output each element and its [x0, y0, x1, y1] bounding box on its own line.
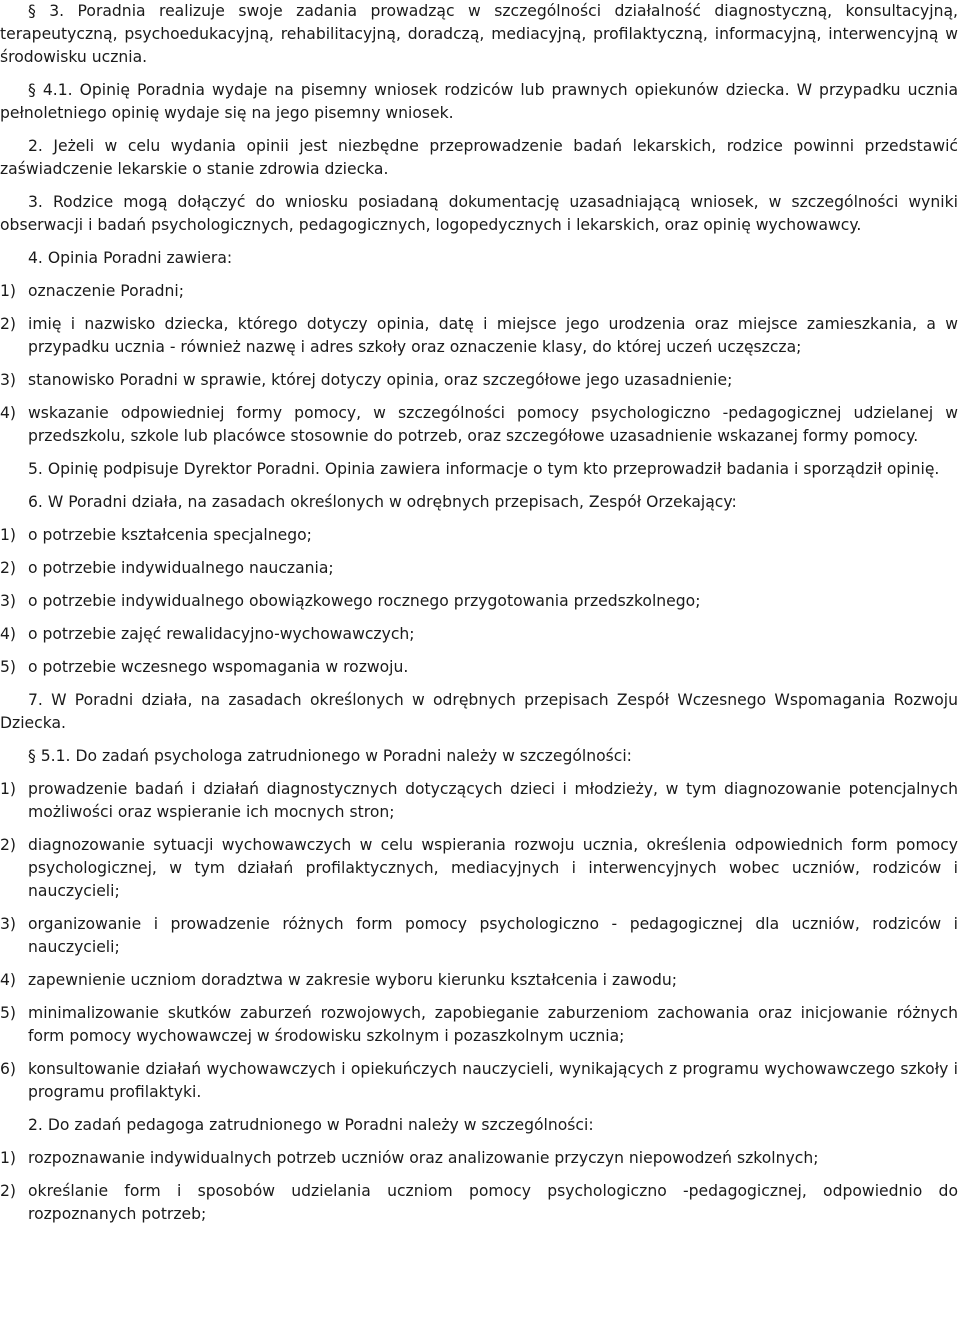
- paragraph-4-6: 6. W Poradni działa, na zasadach określonych w odrębnych przepisach, Zespół Orzekający:: [28, 493, 737, 511]
- list-item-text: o potrzebie wczesnego wspomagania w rozwoju.: [28, 658, 409, 676]
- list-item-number: 1): [0, 526, 17, 544]
- list-item: [0, 369, 958, 392]
- list-item-text: rozpoznawanie indywidualnych potrzeb uczniów oraz analizowanie przyczyn niepowodzeń szkolnych;: [28, 1149, 819, 1167]
- list-item-text: organizowanie i prowadzenie różnych form pomocy psychologiczno - pedagogicznej dla uczniów, rodziców i nauczycieli;: [28, 915, 958, 956]
- list-item-number: 3): [0, 915, 17, 933]
- list-psycholog-tasks: [0, 778, 958, 1104]
- list-pedagog-tasks: [0, 1147, 958, 1226]
- list-item-text: prowadzenie badań i działań diagnostycznych dotyczących dzieci i młodzieży, w tym diagnozowanie potencjalnych możliwości oraz wspieranie ich mocnych stron;: [28, 780, 958, 821]
- paragraph-4-1: § 4.1. Opinię Poradnia wydaje na pisemny wniosek rodziców lub prawnych opiekunów dziecka. W przypadku ucznia pełnoletniego opinię wydaje się na jego pisemny wniosek.: [0, 81, 958, 122]
- list-item-text: minimalizowanie skutków zaburzeń rozwojowych, zapobieganie zaburzeniom zachowania oraz inicjowanie różnych form pomocy wychowawczej w środowisku szkolnym i pozaszkolnym ucznia;: [28, 1004, 958, 1045]
- list-item-text: wskazanie odpowiedniej formy pomocy, w szczególności pomocy psychologiczno -pedagogicznej udzielanej w przedszkolu, szkole lub placówce stosownie do potrzeb, oraz szczegółowe uzasadnienie wskazanej formy pomocy.: [28, 404, 958, 445]
- list-item-number: 6): [0, 1060, 17, 1078]
- list-item-text: oznaczenie Poradni;: [28, 282, 185, 300]
- list-item-number: 2): [0, 559, 17, 577]
- list-item: [0, 778, 958, 824]
- list-item-text: imię i nazwisko dziecka, którego dotyczy opinia, datę i miejsce jego urodzenia oraz miejsce zamieszkania, a w przypadku ucznia - również nazwę i adres szkoły oraz oznaczenie klasy, do której uczeń uczęszcza;: [28, 315, 958, 356]
- list-item-text: diagnozowanie sytuacji wychowawczych w celu wspierania rozwoju ucznia, określenia odpowiednich form pomocy psychologicznej, w tym działań profilaktycznych, mediacyjnych i interwencyjnych wobec uczniów, rodziców i nauczycieli;: [28, 836, 958, 900]
- paragraph-4-3: 3. Rodzice mogą dołączyć do wniosku posiadaną dokumentację uzasadniającą wniosek, w szczególności wyniki obserwacji i badań psychologicznych, pedagogicznych, logopedycznych i lekarskich, oraz opinię wychowawcy.: [0, 193, 958, 234]
- list-item-number: 2): [0, 836, 17, 854]
- list-item-number: 4): [0, 404, 17, 422]
- list-item: [0, 913, 958, 959]
- paragraph-5-2: 2. Do zadań pedagoga zatrudnionego w Poradni należy w szczególności:: [28, 1116, 594, 1134]
- list-item-text: konsultowanie działań wychowawczych i opiekuńczych nauczycieli, wynikających z programu wychowawczego szkoły i programu profilaktyki.: [28, 1060, 958, 1101]
- list-item-text: zapewnienie uczniom doradztwa w zakresie wyboru kierunku kształcenia i zawodu;: [28, 971, 678, 989]
- list-item: [0, 1147, 958, 1170]
- paragraph-5-1: § 5.1. Do zadań psychologa zatrudnionego w Poradni należy w szczególności:: [28, 747, 632, 765]
- list-item: [0, 590, 958, 613]
- list-item-number: 3): [0, 371, 17, 389]
- list-item-text: o potrzebie indywidualnego obowiązkowego rocznego przygotowania przedszkolnego;: [28, 592, 701, 610]
- paragraph-4-5: 5. Opinię podpisuje Dyrektor Poradni. Opinia zawiera informacje o tym kto przeprowadził badania i sporządził opinię.: [28, 460, 940, 478]
- list-item-text: o potrzebie kształcenia specjalnego;: [28, 526, 312, 544]
- list-item: [0, 524, 958, 547]
- list-item: [0, 969, 958, 992]
- list-item-number: 4): [0, 971, 17, 989]
- list-item-text: stanowisko Poradni w sprawie, której dotyczy opinia, oraz szczegółowe jego uzasadnienie;: [28, 371, 733, 389]
- list-item: [0, 623, 958, 646]
- list-item-number: 1): [0, 780, 17, 798]
- list-item: [0, 557, 958, 580]
- paragraph-4-4: 4. Opinia Poradni zawiera:: [28, 249, 233, 267]
- list-item-text: określanie form i sposobów udzielania uczniom pomocy psychologiczno -pedagogicznej, odpowiednio do rozpoznanych potrzeb;: [28, 1182, 958, 1223]
- paragraph-3: § 3. Poradnia realizuje swoje zadania prowadząc w szczególności działalność diagnostyczną, konsultacyjną, terapeutyczną, psychoedukacyjną, rehabilitacyjną, doradczą, mediacyjną, profilaktyczną, informacyjną, interwencyjną w środowisku ucznia.: [0, 2, 958, 66]
- list-item-text: o potrzebie zajęć rewalidacyjno-wychowawczych;: [28, 625, 415, 643]
- list-item-number: 4): [0, 625, 17, 643]
- list-item-number: 5): [0, 1004, 17, 1022]
- list-zespol-orzekajacy: [0, 524, 958, 679]
- list-item: [0, 280, 958, 303]
- paragraph-4-2: 2. Jeżeli w celu wydania opinii jest niezbędne przeprowadzenie badań lekarskich, rodzice powinni przedstawić zaświadczenie lekarskie o stanie zdrowia dziecka.: [0, 137, 958, 178]
- list-item-number: 2): [0, 1182, 17, 1200]
- list-item-text: o potrzebie indywidualnego nauczania;: [28, 559, 334, 577]
- list-item-number: 2): [0, 315, 17, 333]
- paragraph-4-7: 7. W Poradni działa, na zasadach określonych w odrębnych przepisach Zespół Wczesnego Wspomagania Rozwoju Dziecka.: [0, 691, 958, 732]
- list-item: [0, 313, 958, 359]
- list-item: [0, 1180, 958, 1226]
- list-item: [0, 402, 958, 448]
- list-item-number: 1): [0, 1149, 17, 1167]
- list-opinia-contents: [0, 280, 958, 448]
- list-item: [0, 834, 958, 903]
- list-item-number: 1): [0, 282, 17, 300]
- list-item: [0, 1058, 958, 1104]
- list-item: [0, 656, 958, 679]
- list-item-number: 5): [0, 658, 17, 676]
- list-item-number: 3): [0, 592, 17, 610]
- list-item: [0, 1002, 958, 1048]
